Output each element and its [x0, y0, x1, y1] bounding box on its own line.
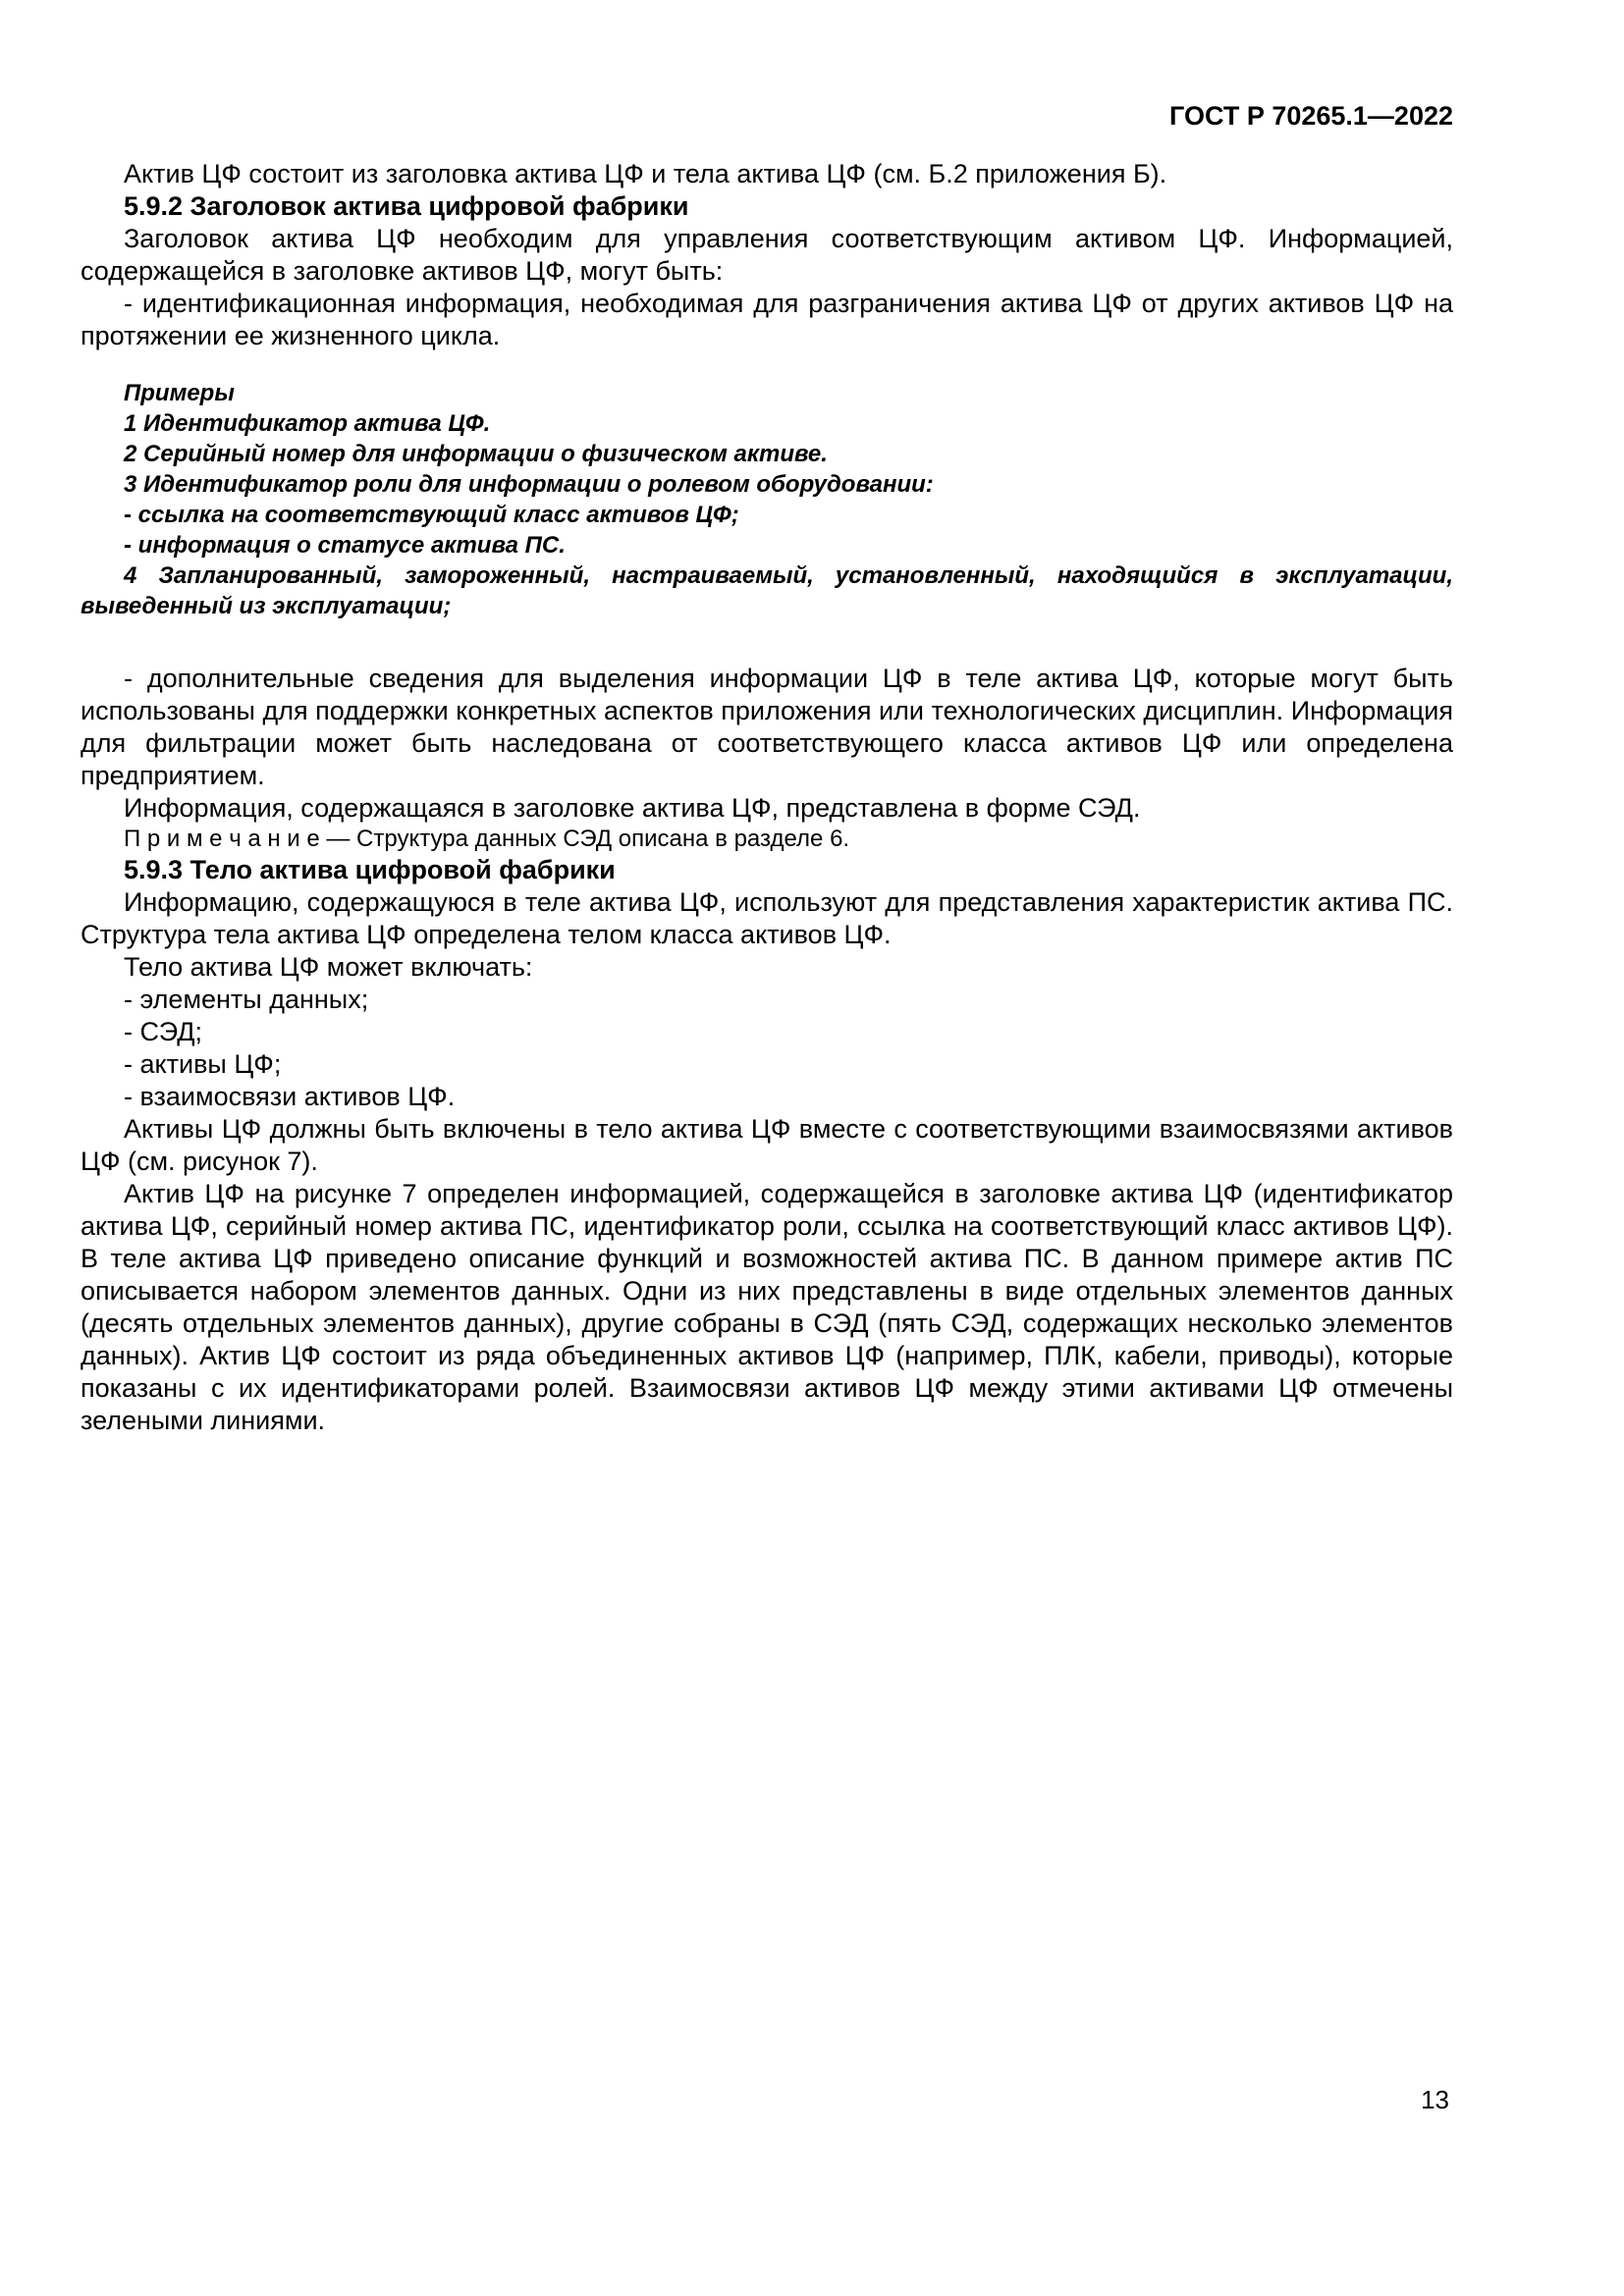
example-item: 3 Идентификатор роли для информации о ролевом оборудовании:	[124, 471, 934, 498]
examples-label: Примеры	[124, 380, 235, 406]
paragraph: Информацию, содержащуюся в теле актива ЦФ, используют для представления характеристик актива ПС. Структура тела актива ЦФ определена телом класса активов ЦФ.	[81, 887, 1453, 949]
document-body	[81, 158, 1453, 1437]
example-item: 2 Серийный номер для информации о физическом активе.	[124, 441, 828, 467]
list-item-dash: - взаимосвязи активов ЦФ.	[124, 1082, 456, 1111]
list-item-dash: - активы ЦФ;	[124, 1049, 282, 1079]
document-code-header: ГОСТ Р 70265.1—2022	[1169, 101, 1453, 131]
section-heading-5-9-3: 5.9.3 Тело актива цифровой фабрики	[124, 855, 616, 884]
paragraph: Актив ЦФ на рисунке 7 определен информацией, содержащейся в заголовке актива ЦФ (идентификатор актива ЦФ, серийный номер актива ПС, идентификатор роли, ссылка на соответствующий класс активов ЦФ). В теле актива ЦФ приведено описание функций и возможностей актива ПС. В данном примере актив ПС описывается набором элементов данных. Одни из них представлены в виде отдельных элементов данных (десять отдельных элементов данных), другие собраны в СЭД (пять СЭД, содержащих несколько элементов данных). Актив ЦФ состоит из ряда объединенных активов ЦФ (например, ПЛК, кабели, приводы), которые показаны с их идентификаторами ролей. Взаимосвязи активов ЦФ между этими активами ЦФ отмечены зелеными линиями.	[81, 1179, 1453, 1435]
examples-block	[81, 378, 1453, 621]
paragraph: Тело актива ЦФ может включать:	[124, 952, 533, 982]
list-item-dash: - элементы данных;	[124, 985, 369, 1014]
example-item: - информация о статусе актива ПС.	[124, 532, 566, 559]
paragraph: Активы ЦФ должны быть включены в тело актива ЦФ вместе с соответствующими взаимосвязями активов ЦФ (см. рисунок 7).	[81, 1114, 1453, 1176]
paragraph-intro: Актив ЦФ состоит из заголовка актива ЦФ и тела актива ЦФ (см. Б.2 приложения Б).	[124, 159, 1167, 188]
paragraph: Информация, содержащаяся в заголовке актива ЦФ, представлена в форме СЭД.	[124, 793, 1141, 823]
list-item-dash: - идентификационная информация, необходимая для разграничения актива ЦФ от других активов ЦФ на протяжении ее жизненного цикла.	[81, 289, 1453, 350]
paragraph: Заголовок актива ЦФ необходим для управления соответствующим активом ЦФ. Информацией, содержащейся в заголовке активов ЦФ, могут быть:	[81, 224, 1453, 286]
example-item: 4 Запланированный, замороженный, настраиваемый, установленный, находящийся в эксплуатации, выведенный из эксплуатации;	[81, 562, 1453, 619]
page-number: 13	[1421, 2085, 1449, 2114]
list-item-dash: - дополнительные сведения для выделения информации ЦФ в теле актива ЦФ, которые могут быть использованы для поддержки конкретных аспектов приложения или технологических дисциплин. Информация для фильтрации может быть наследована от соответствующего класса активов ЦФ или определена предприятием.	[81, 664, 1453, 790]
example-item: 1 Идентификатор актива ЦФ.	[124, 410, 491, 437]
example-item: - ссылка на соответствующий класс активов ЦФ;	[124, 502, 739, 528]
note-paragraph: П р и м е ч а н и е — Структура данных СЭД описана в разделе 6.	[124, 826, 850, 852]
list-item-dash: - СЭД;	[124, 1017, 202, 1046]
section-heading-5-9-2: 5.9.2 Заголовок актива цифровой фабрики	[124, 191, 689, 221]
